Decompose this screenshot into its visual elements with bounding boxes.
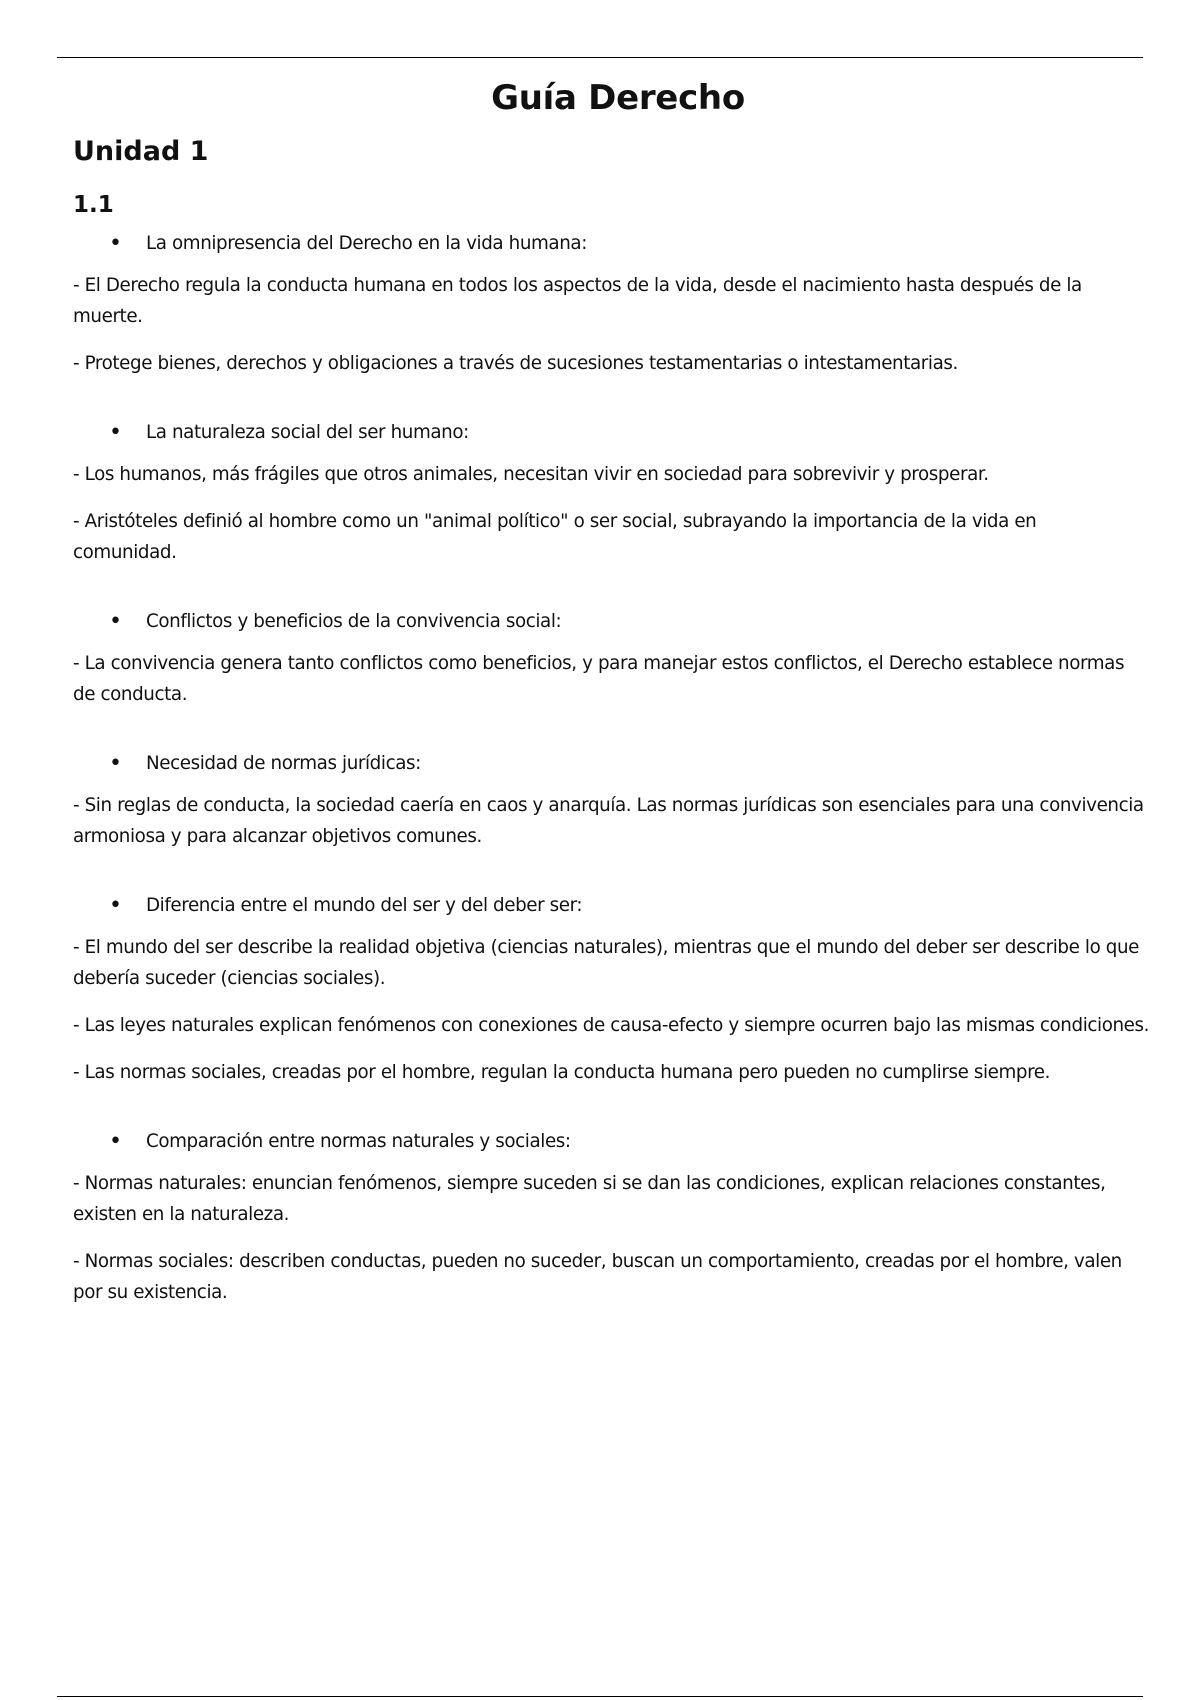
paragraph-line: - Las normas sociales, creadas por el hombre, regulan la conducta humana pero pueden no cumplirse siempre. [73,1062,1051,1083]
unit-heading: Unidad 1 [73,136,209,167]
paragraph-line: - Los humanos, más frágiles que otros animales, necesitan vivir en sociedad para sobrevivir y prosperar. [73,464,989,485]
paragraph [73,459,1163,490]
paragraph [73,648,1163,710]
paragraph [73,1057,1163,1088]
paragraph [73,506,1163,568]
bullet-item [109,1128,1163,1156]
paragraph-line: de conducta. [73,684,188,705]
bullet-heading: Necesidad de normas jurídicas: [146,753,421,774]
bullet-item [109,750,1163,778]
paragraph-line: debería suceder (ciencias sociales). [73,968,386,989]
bullet-heading: Comparación entre normas naturales y sociales: [146,1131,571,1152]
footer-rule [57,1696,1143,1697]
paragraph-line: - La convivencia genera tanto conflictos como beneficios, y para manejar estos conflictos, el Derecho establece normas [73,653,1125,674]
bullet-dot-icon: • [109,1129,122,1154]
document-body [73,72,1163,1308]
paragraph [73,348,1163,379]
paragraph [73,932,1163,994]
bullet-item [109,892,1163,920]
bullet-heading: Conflictos y beneficios de la convivencia social: [146,611,562,632]
bullet-heading: La naturaleza social del ser humano: [146,422,469,443]
bullet-item [109,608,1163,636]
document-title: Guía Derecho [491,78,745,118]
header-rule [57,57,1143,58]
bullet-dot-icon: • [109,420,122,445]
paragraph [73,1010,1163,1041]
paragraph [73,790,1163,852]
paragraph-line: armoniosa y para alcanzar objetivos comunes. [73,826,482,847]
section-list [73,230,1163,1308]
bullet-heading: La omnipresencia del Derecho en la vida humana: [146,233,587,254]
bullet-dot-icon: • [109,893,122,918]
paragraph-line: muerte. [73,306,143,327]
paragraph-line: comunidad. [73,542,177,563]
paragraph-line: - Las leyes naturales explican fenómenos con conexiones de causa-efecto y siempre ocurren bajo las mismas condiciones. [73,1015,1150,1036]
paragraph-line: - Normas sociales: describen conductas, pueden no suceder, buscan un comportamiento, creadas por el hombre, valen [73,1251,1122,1272]
paragraph-line: - El Derecho regula la conducta humana en todos los aspectos de la vida, desde el nacimiento hasta después de la [73,275,1082,296]
paragraph-line: - El mundo del ser describe la realidad objetiva (ciencias naturales), mientras que el mundo del deber ser describe lo que [73,937,1139,958]
topic-section [73,750,1163,852]
subsection-heading: 1.1 [73,192,114,218]
topic-section [73,608,1163,710]
bullet-item [109,230,1163,258]
bullet-heading: Diferencia entre el mundo del ser y del deber ser: [146,895,583,916]
paragraph-line: - Protege bienes, derechos y obligaciones a través de sucesiones testamentarias o intestamentarias. [73,353,958,374]
paragraph-line: por su existencia. [73,1282,228,1303]
topic-section [73,1128,1163,1308]
topic-section [73,892,1163,1088]
paragraph-line: - Normas naturales: enuncian fenómenos, siempre suceden si se dan las condiciones, explican relaciones constantes, [73,1173,1106,1194]
topic-section [73,419,1163,568]
bullet-dot-icon: • [109,751,122,776]
topic-section [73,230,1163,379]
bullet-dot-icon: • [109,609,122,634]
bullet-dot-icon: • [109,231,122,256]
paragraph [73,1246,1163,1308]
bullet-item [109,419,1163,447]
paragraph-line: existen en la naturaleza. [73,1204,290,1225]
paragraph-line: - Sin reglas de conducta, la sociedad caería en caos y anarquía. Las normas jurídicas son esenciales para una convivencia [73,795,1144,816]
paragraph [73,270,1163,332]
paragraph-line: - Aristóteles definió al hombre como un "animal político" o ser social, subrayando la importancia de la vida en [73,511,1037,532]
paragraph [73,1168,1163,1230]
